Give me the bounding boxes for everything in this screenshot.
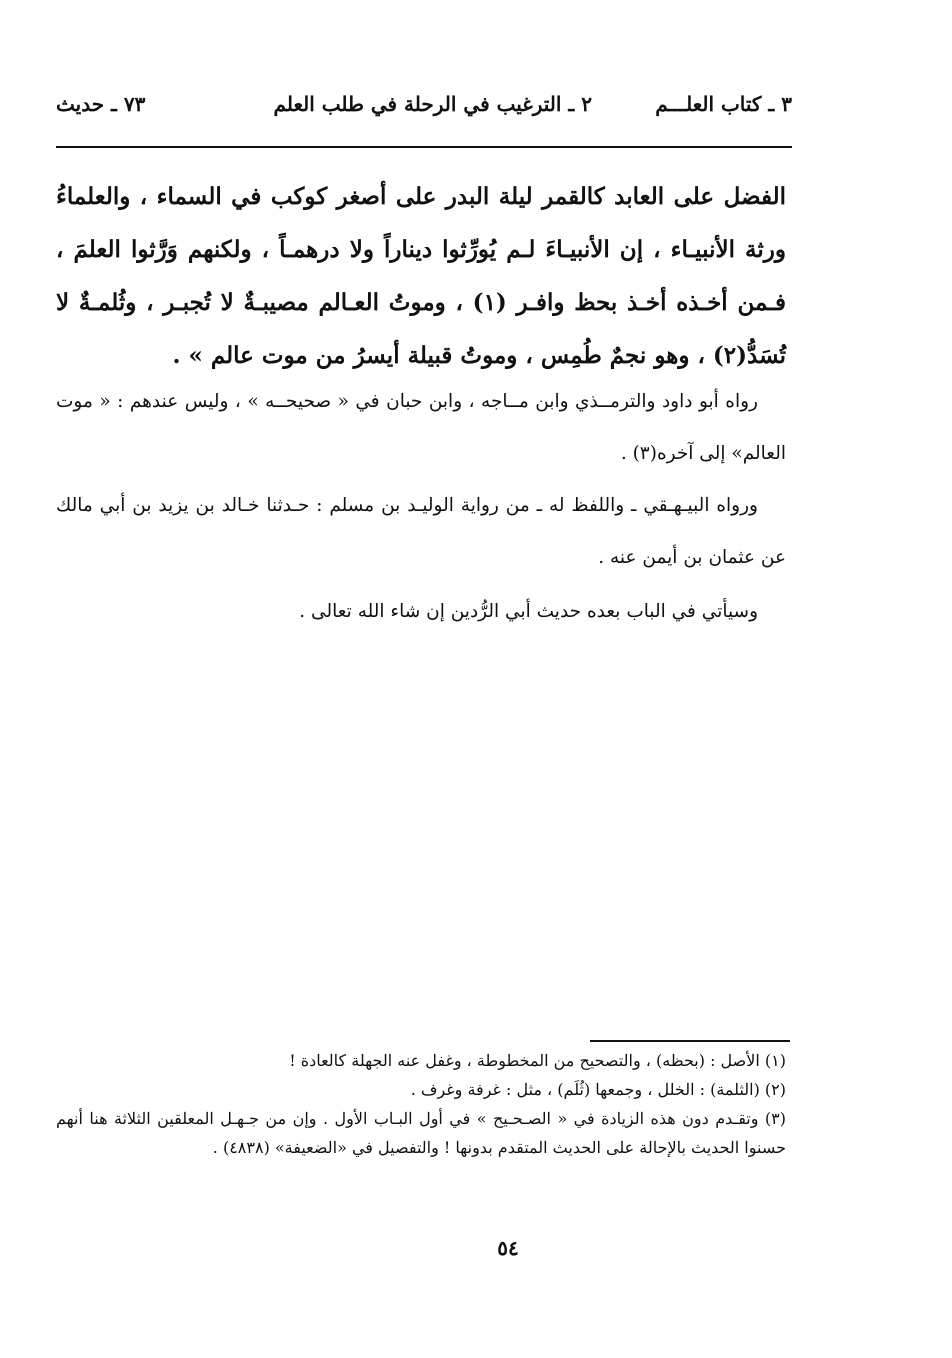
footnote: (٣) وتقـدم دون هذه الزيادة في « الصـحـيح » في أول البـاب الأول . وإن من جـهـل المعلقين الثلاثة هنا أنهم حسنوا الحديث بالإحالة على الحديث المتقدم بدونها ! والتفصيل في «الضعيفة» (٤٨٣٨) . bbox=[56, 1109, 786, 1157]
narration-paragraph: رواه أبو داود والترمــذي وابن مــاجه ، وابن حبان في « صحيحــه » ، وليس عندهم : « موت العالم» إلى آخره(٣) . bbox=[56, 391, 786, 464]
header-section: ٢ ـ الترغيب في الرحلة في طلب العلم bbox=[273, 92, 592, 116]
footnote: (٢) (الثلمة) : الخلل ، وجمعها (ثُلَم) ، مثل : غرفة وغرف . bbox=[410, 1080, 786, 1099]
narration-paragraph: وسيأتي في الباب بعده حديث أبي الرُّدين إن شاء الله تعالى . bbox=[299, 601, 758, 622]
page-number: ٥٤ bbox=[497, 1236, 519, 1260]
footnote: (١) الأصل : (بحظه) ، والتصحيح من المخطوطة ، وغفل عنه الجهلة كالعادة ! bbox=[289, 1051, 786, 1070]
header-chapter: ٣ ـ كتاب العلـــم bbox=[655, 92, 792, 116]
narration-paragraph: ورواه البيـهـقي ـ واللفظ له ـ من رواية الوليـد بن مسلم : حـدثنا خـالد بن يزيد بن أبي مالك عن عثمان بن أيمن عنه . bbox=[56, 495, 786, 568]
header-hadith-number: ٧٣ ـ حديث bbox=[56, 92, 146, 116]
running-header bbox=[56, 92, 792, 128]
footnotes bbox=[56, 1046, 786, 1162]
footnote-divider bbox=[590, 1040, 790, 1042]
hadith-text: الفضل على العابد كالقمر ليلة البدر على أصغر كوكب في السماء ، والعلماءُ ورثة الأنبيـاء ، إن الأنبيـاءَ لـم يُورِّثوا ديناراً ولا درهمـاً ، ولكنهم وَرَّثوا العلمَ ، فـمن أخـذه أخـذ بحظ وافـر (١) ، وموتُ العـالم مصيبـةٌ لا تُجبـر ، وثُلمـةٌ لا تُسَدُّ(٢) ، وهو نجمٌ طُمِس ، وموتُ قبيلة أيسرُ من موت عالم » . bbox=[56, 183, 786, 369]
header-divider bbox=[56, 146, 792, 148]
